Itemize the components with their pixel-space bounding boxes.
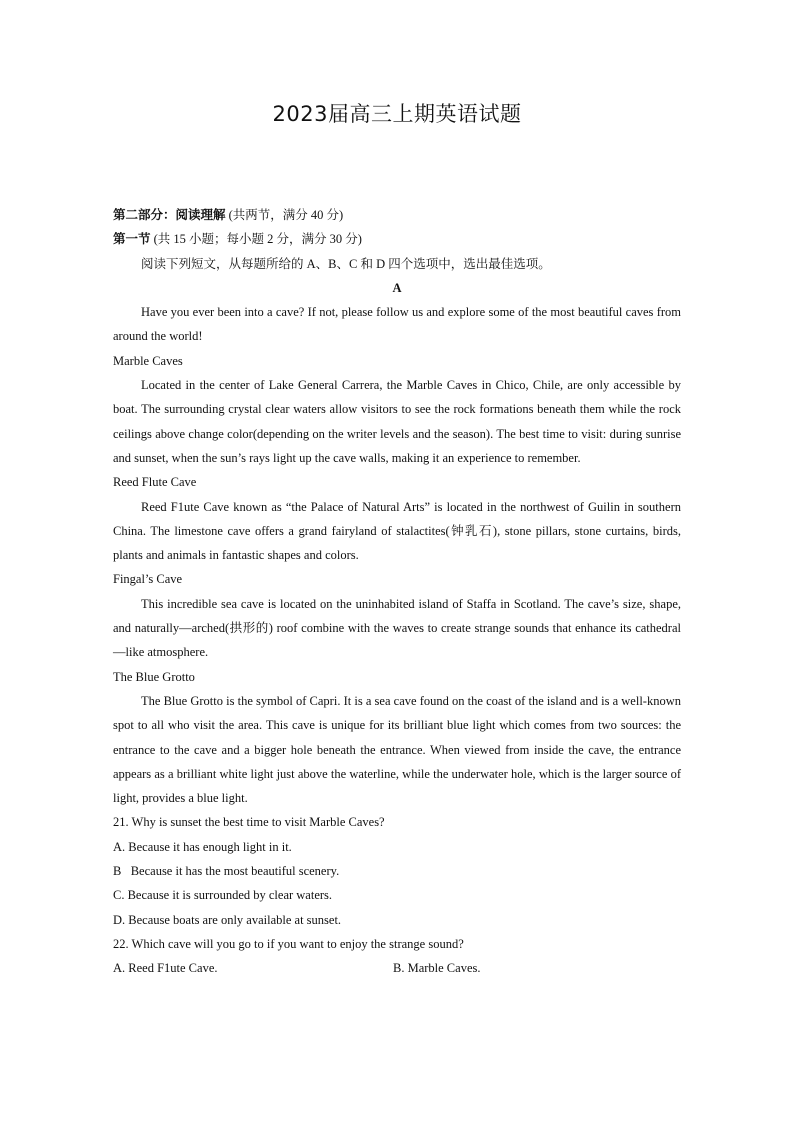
question-21-option-b: B Because it has the most beautiful scenery.	[113, 864, 340, 879]
question-22-option-a: A. Reed F1ute Cave.	[113, 961, 218, 976]
cave-text-marble: Located in the center of Lake General Carrera, the Marble Caves in Chico, Chile, are only accessible by boat. The surrounding crystal clear waters allow visitors to see the rock formations beneath them while the rock ceilings above change color(depending on the writer levels and the season). The best time to visit: during sunrise and sunset, when the sun’s rays light up the cave walls, making it an experience to remember.	[113, 378, 681, 465]
question-21-option-d: D. Because boats are only available at sunset.	[113, 912, 342, 927]
passage-intro: Have you ever been into a cave? If not, please follow us and explore some of the most beautiful caves from around the world!	[113, 305, 681, 344]
cave-text-reed-flute: Reed F1ute Cave known as “the Palace of Natural Arts” is located in the northwest of Guilin in southern China. The limestone cave offers a grand fairyland of stalactites(钟乳石), stone pillars, stone curtains, birds, plants and animals in fantastic shapes and colors.	[113, 499, 681, 563]
part-heading-rest: (共两节，满分 40 分)	[225, 208, 344, 222]
question-22-option-b: B. Marble Caves.	[393, 961, 481, 976]
question-21-stem: 21. Why is sunset the best time to visit Marble Caves?	[113, 815, 385, 830]
document-title: 2023届高三上期英语试题	[272, 102, 522, 126]
question-21-option-a: A. Because it has enough light in it.	[113, 839, 292, 854]
section-heading-rest: (共 15 小题；每小题 2 分，满分 30 分)	[150, 232, 362, 247]
instruction: 阅读下列短文，从每题所给的 A、B、C 和 D 四个选项中，选出最佳选项。	[141, 256, 551, 271]
cave-heading-marble: Marble Caves	[113, 353, 183, 368]
cave-heading-blue-grotto: The Blue Grotto	[113, 669, 195, 684]
cave-text-fingal: This incredible sea cave is located on the uninhabited island of Staffa in Scotland. The cave’s size, shape, and naturally—arched(拱形的) roof combine with the waves to create strange sounds that enhance its cathedral—like atmosphere.	[113, 596, 681, 660]
cave-heading-fingal: Fingal’s Cave	[113, 572, 183, 587]
question-22-options	[113, 956, 681, 980]
question-21-option-c: C. Because it is surrounded by clear waters.	[113, 888, 333, 903]
part-heading	[113, 203, 681, 227]
section-heading	[113, 227, 681, 251]
cave-text-blue-grotto: The Blue Grotto is the symbol of Capri. It is a sea cave found on the coast of the island and is a well-known spot to all who visit the area. This cave is unique for its brilliant blue light which comes from two sources: the entrance to the cave and a bigger hole beneath the entrance. When viewed from inside the cave, the entrance appears as a brilliant white light just above the waterline, while the underwater hole, which is the larger source of light, provides a blue light.	[113, 693, 681, 806]
document-body	[113, 203, 681, 981]
part-heading-bold: 第二部分：阅读理解	[113, 208, 226, 222]
cave-heading-reed-flute: Reed Flute Cave	[113, 475, 197, 490]
section-heading-bold: 第一节	[113, 232, 151, 247]
passage-label: A	[392, 280, 402, 295]
question-22-stem: 22. Which cave will you go to if you want to enjoy the strange sound?	[113, 936, 464, 951]
